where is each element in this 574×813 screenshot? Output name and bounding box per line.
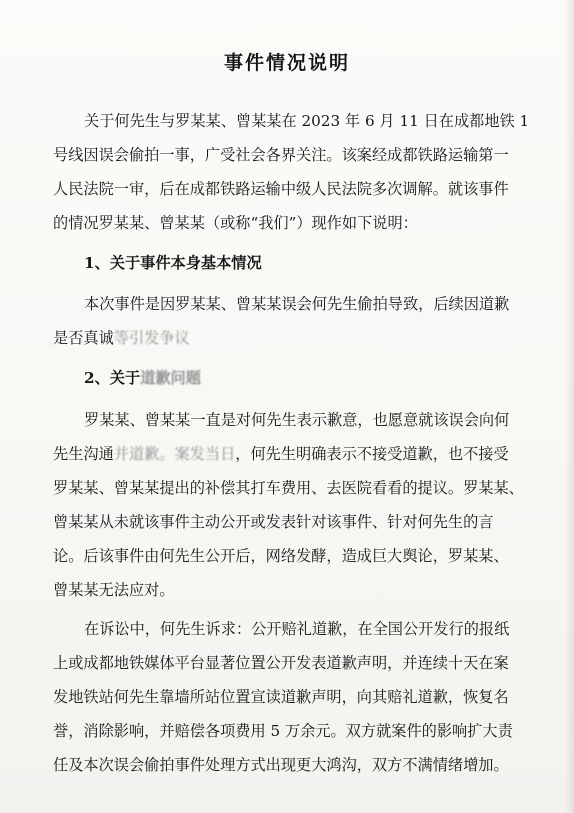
section-2-p1-line-2-b: ，何先生明确表示不接受道歉，也不接受 xyxy=(235,445,509,463)
section-1-line-2-text: 是否真诚 xyxy=(53,329,114,347)
section-1-heading: 1、关于事件本身基本情况 xyxy=(84,254,262,272)
section-2-p2-line-4: 誉，消除影响，并赔偿各项费用 5 万余元。双方就案件的影响扩大责 xyxy=(53,722,513,740)
intro-line-3: 人民法院一审，后在成都铁路运输中级人民法院多次调解。就该事件 xyxy=(53,180,509,198)
section-2-p2-line-1: 在诉讼中，何先生诉求：公开赔礼道歉，在全国公开发行的报纸 xyxy=(84,620,510,638)
intro-line-1: 关于何先生与罗某某、曾某某在 2023 年 6 月 11 日在成都地铁 1 xyxy=(84,112,530,130)
section-2-p1-line-3: 罗某某、曾某某提出的补偿其打车费用、去医院看看的提议。罗某某、 xyxy=(53,479,524,497)
blurred-text: 等引发争议 xyxy=(113,329,190,347)
section-2-p1-line-5: 论。后该事件由何先生公开后，网络发酵，造成巨大舆论，罗某某、 xyxy=(53,547,509,565)
section-1-line-1: 本次事件是因罗某某、曾某某误会何先生偷拍导致，后续因道歉 xyxy=(84,295,510,313)
section-2-p1-line-4: 曾某某从未就该事件主动公开或发表针对该事件、针对何先生的言 xyxy=(53,513,494,531)
section-2-p1-line-2 xyxy=(0,437,574,471)
section-2-p2-line-5: 任及本次误会偷拍事件处理方式出现更大鸿沟，双方不满情绪增加。 xyxy=(53,756,509,774)
section-2-p2-line-2: 上或成都地铁媒体平台显著位置公开发表道歉声明，并连续十天在案 xyxy=(53,654,509,672)
section-1-line-2 xyxy=(0,321,574,355)
section-2-p1-line-2-a: 先生沟通 xyxy=(53,445,114,463)
blurred-heading: 道歉问题 xyxy=(140,369,201,387)
section-2-heading xyxy=(0,361,574,395)
blurred-text-2: 并道歉。案发当日 xyxy=(113,445,236,463)
section-2-p1-line-6: 曾某某无法应对。 xyxy=(53,581,175,599)
section-2-heading-text: 2、关于 xyxy=(84,369,141,387)
intro-line-4: 的情况罗某某、曾某某（或称“我们”）现作如下说明： xyxy=(53,214,418,232)
intro-line-2: 号线因误会偷拍一事，广受社会各界关注。该案经成都铁路运输第一 xyxy=(53,146,509,164)
section-2-p1-line-1: 罗某某、曾某某一直是对何先生表示歉意，也愿意就该误会向何 xyxy=(84,411,510,429)
section-2-p2-line-3: 发地铁站何先生靠墙所站位置宣读道歉声明，向其赔礼道歉，恢复名 xyxy=(53,688,509,706)
document-title: 事件情况说明 xyxy=(223,52,350,74)
